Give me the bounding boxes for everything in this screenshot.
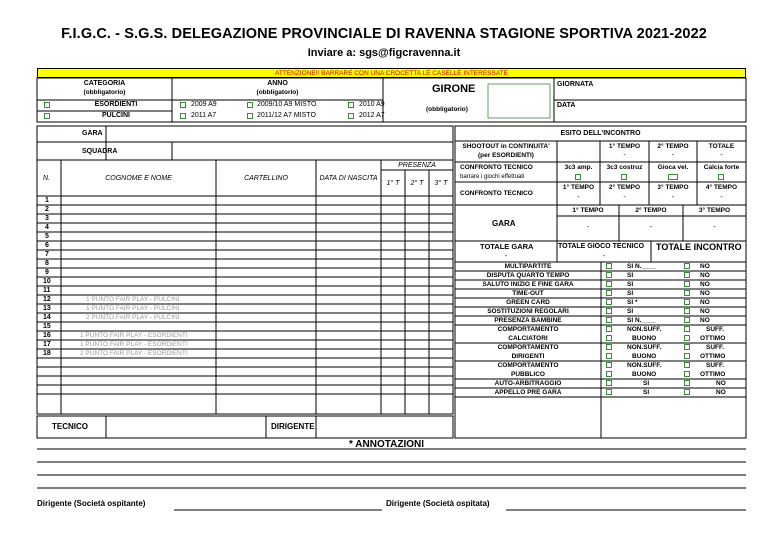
row-num-15: 15: [43, 323, 51, 330]
time-out-si-checkbox[interactable]: [606, 290, 612, 296]
col-data-nascita: DATA DI NASCITA: [319, 175, 378, 182]
pubblico-ottimo-checkbox[interactable]: [684, 371, 690, 377]
ct-t1: 1° TEMPO: [562, 184, 595, 191]
gara-result-label: GARA: [492, 219, 516, 228]
comp-pubblico-1: COMPORTAMENTO: [497, 362, 559, 369]
ct-t2: 2° TEMPO: [608, 184, 641, 191]
col-3t: 3° T: [434, 180, 448, 187]
shootout-t1-value: -: [623, 152, 626, 159]
pubblico-buono: BUONO: [632, 371, 657, 378]
sostituzioni-no-checkbox[interactable]: [684, 308, 690, 314]
shootout-label: SHOOTOUT in CONTINUITA': [462, 143, 550, 150]
item-saluto: SALUTO INIZIO E FINE GARA: [482, 281, 574, 288]
green-card-no-checkbox[interactable]: [684, 299, 690, 305]
dirigenti-suff: SUFF.: [706, 344, 725, 351]
green-card-si: SI *: [627, 299, 638, 306]
totale-gara-value: -: [504, 253, 508, 260]
gara-t1-value: -: [586, 224, 590, 231]
totale-incontro-label: TOTALE INCONTRO: [656, 242, 742, 252]
shootout-totale-value: -: [720, 152, 723, 159]
saluto-no: NO: [700, 281, 710, 288]
anno-1112-checkbox[interactable]: [247, 113, 253, 119]
col-cartellino: CARTELLINO: [244, 175, 288, 182]
anno-2011-label: 2011 A7: [191, 112, 217, 119]
squadra-label: SQUADRA: [82, 148, 118, 155]
sostituzioni-si: SI: [627, 308, 634, 315]
col-1t: 1° T: [386, 180, 400, 187]
comp-calciatori-2: CALCIATORI: [508, 335, 548, 342]
anno-1112-label: 2011/12 A7 MISTO: [257, 112, 316, 119]
esordienti-label: ESORDIENTI: [94, 101, 138, 108]
appello-si: SI: [643, 389, 650, 396]
pubblico-nonsuff: NON.SUFF.: [627, 362, 662, 369]
comp-dirigenti-1: COMPORTAMENTO: [497, 344, 559, 351]
totale-gioco-label: TOTALE GIOCO TECNICO: [558, 243, 645, 250]
bambine-si: SI N.____: [627, 317, 656, 324]
appello-si-checkbox[interactable]: [606, 389, 612, 395]
game-calcia-forte: Calcia forte: [703, 164, 740, 171]
row-num-12: 12: [43, 296, 51, 303]
row-num-7: 7: [45, 251, 49, 258]
row-num-18: 18: [43, 350, 51, 357]
fair-play-row-12: 1 PUNTO FAIR PLAY - PULCINI: [86, 296, 180, 303]
shootout-t2: 2° TEMPO: [657, 143, 689, 150]
ct-t3: 3° TEMPO: [657, 184, 689, 191]
multipartite-si: SI N.____: [627, 263, 656, 270]
dirigente-label: DIRIGENTE: [271, 422, 315, 431]
confronto-tecnico-2: CONFRONTO TECNICO: [460, 190, 533, 197]
giornata-label: GIORNATA: [557, 81, 594, 88]
time-out-si: SI: [627, 290, 634, 297]
time-out-no-checkbox[interactable]: [684, 290, 690, 296]
dirigenti-ottimo: OTTIMO: [700, 353, 726, 360]
pubblico-ottimo: OTTIMO: [700, 371, 726, 378]
auto-no-checkbox[interactable]: [684, 380, 690, 386]
game-3c3-costr-checkbox[interactable]: [621, 174, 627, 180]
sostituzioni-si-checkbox[interactable]: [606, 308, 612, 314]
dirigenti-nonsuff: NON.SUFF.: [627, 344, 662, 351]
dirigente-ospitante-label: Dirigente (Società ospitante): [37, 499, 146, 508]
page-subtitle: Inviare a: sgs@figcravenna.it: [307, 47, 461, 59]
categoria-label: CATEGORIA: [83, 80, 126, 87]
multipartite-no: NO: [700, 263, 710, 270]
ct-t2-value: -: [623, 194, 626, 201]
anno-0910-label: 2009/10 A9 MISTO: [257, 101, 317, 108]
row-num-14: 14: [43, 314, 51, 321]
row-num-2: 2: [45, 206, 49, 213]
item-green-card: GREEN CARD: [506, 299, 550, 306]
dirigente-ospitata-label: Dirigente (Società ospitata): [386, 499, 490, 508]
item-multipartite: MULTIPARTITE: [504, 263, 552, 270]
auto-no: NO: [716, 380, 726, 387]
tecnico-label: TECNICO: [52, 422, 88, 431]
anno-obbl: (obbligatorio): [256, 89, 299, 96]
dirigenti-ottimo-checkbox[interactable]: [684, 353, 690, 359]
row-num-17: 17: [43, 341, 51, 348]
calciatori-nonsuff: NON.SUFF.: [627, 326, 662, 333]
game-3c3-costr: 3c3 costruz: [606, 164, 643, 171]
gara-t1: 1° TEMPO: [572, 207, 604, 214]
row-num-10: 10: [43, 278, 51, 285]
sostituzioni-no: NO: [700, 308, 710, 315]
gara-t3: 3° TEMPO: [698, 207, 731, 214]
esordienti-checkbox[interactable]: [44, 102, 50, 108]
row-num-4: 4: [45, 224, 49, 231]
calciatori-suff: SUFF.: [706, 326, 725, 333]
appello-no-checkbox[interactable]: [684, 389, 690, 395]
anno-2009-checkbox[interactable]: [180, 102, 186, 108]
bambine-no-checkbox[interactable]: [684, 317, 690, 323]
girone-input[interactable]: [489, 85, 549, 117]
calciatori-suff-checkbox[interactable]: [684, 326, 690, 332]
green-card-no: NO: [700, 299, 710, 306]
multipartite-si-checkbox[interactable]: [606, 263, 612, 269]
auto-si: SI: [643, 380, 650, 387]
gara-t2-value: -: [649, 224, 653, 231]
dirigenti-buono: BUONO: [632, 353, 657, 360]
attention-banner: ATTENZIONE!! BARRARE CON UNA CROCETTA LE CASELLE INTERESSATE: [37, 68, 746, 78]
col-presenza: PRESENZA: [398, 162, 436, 169]
appello-no: NO: [716, 389, 726, 396]
confronto-tecnico-1: CONFRONTO TECNICO: [460, 164, 533, 171]
anno-2011-checkbox[interactable]: [180, 113, 186, 119]
gara-t2: 2° TEMPO: [635, 207, 667, 214]
totale-gioco-value: -: [602, 253, 606, 260]
anno-2012-label: 2012 A7: [359, 112, 385, 119]
anno-2010-checkbox[interactable]: [348, 102, 354, 108]
pulcini-label: PULCINI: [102, 112, 130, 119]
anno-0910-checkbox[interactable]: [247, 102, 253, 108]
auto-si-checkbox[interactable]: [606, 380, 612, 386]
row-num-3: 3: [45, 215, 49, 222]
row-num-8: 8: [45, 260, 49, 267]
saluto-si-checkbox[interactable]: [606, 281, 612, 287]
comp-calciatori-1: COMPORTAMENTO: [497, 326, 559, 333]
data-label: DATA: [557, 102, 576, 109]
col-2t: 2° T: [410, 180, 424, 187]
fair-play-row-18: 2 PUNTO FAIR PLAY - ESORDIENTI: [80, 350, 188, 357]
row-num-11: 11: [43, 287, 51, 294]
anno-label: ANNO: [267, 80, 288, 87]
comp-dirigenti-2: DIRIGENTI: [511, 353, 545, 360]
fair-play-row-17: 1 PUNTO FAIR PLAY - ESORDIENTI: [80, 341, 188, 348]
row-num-5: 5: [45, 233, 49, 240]
ct-t4-value: -: [720, 194, 723, 201]
dirigente-ospitante-signature[interactable]: [174, 500, 382, 510]
quarto-tempo-si-checkbox[interactable]: [606, 272, 612, 278]
bambine-no: NO: [700, 317, 710, 324]
gara-label: GARA: [82, 130, 103, 137]
game-3c3-amp-checkbox[interactable]: [575, 174, 581, 180]
pulcini-checkbox[interactable]: [44, 113, 50, 119]
annotazioni-label: * ANNOTAZIONI: [349, 439, 424, 450]
col-n: N.: [43, 175, 50, 182]
anno-2010-label: 2010 A9: [359, 101, 385, 108]
game-gioca-vel-checkbox[interactable]: [668, 174, 678, 180]
saluto-no-checkbox[interactable]: [684, 281, 690, 287]
ct-t1-value: -: [577, 194, 580, 201]
calciatori-ottimo-checkbox[interactable]: [684, 335, 690, 341]
ct-t3-value: -: [671, 194, 675, 201]
row-num-9: 9: [45, 269, 49, 276]
green-card-si-checkbox[interactable]: [606, 299, 612, 305]
shootout-totale: TOTALE: [708, 143, 735, 150]
comp-pubblico-2: PUBBLICO: [511, 371, 545, 378]
pubblico-buono-checkbox[interactable]: [606, 371, 612, 377]
row-num-16: 16: [43, 332, 51, 339]
game-gioca-vel: Gioca vel.: [657, 164, 689, 171]
calciatori-nonsuff-checkbox[interactable]: [606, 326, 612, 332]
bambine-si-checkbox[interactable]: [606, 317, 612, 323]
auto-arbitraggio-label: AUTO-ARBITRAGGIO: [494, 380, 562, 387]
girone-obbl: (obbligatorio): [426, 106, 468, 113]
row-num-6: 6: [45, 242, 49, 249]
multipartite-no-checkbox[interactable]: [684, 263, 690, 269]
totale-gara-label: TOTALE GARA: [480, 242, 534, 251]
anno-2009-label: 2009 A9: [191, 101, 217, 108]
pubblico-suff-checkbox[interactable]: [684, 362, 690, 368]
game-calcia-forte-checkbox[interactable]: [718, 174, 724, 180]
calciatori-buono: BUONO: [632, 335, 657, 342]
pubblico-suff: SUFF.: [706, 362, 725, 369]
quarto-tempo-no: NO: [700, 272, 710, 279]
girone-label: GIRONE: [432, 83, 476, 95]
confronto-sub: barrare i giochi effettuati: [460, 174, 525, 180]
shootout-sub: (per ESORDIENTI): [478, 152, 534, 159]
calciatori-buono-checkbox[interactable]: [606, 335, 612, 341]
fair-play-row-13: 1 PUNTO FAIR PLAY - PULCINI: [86, 305, 180, 312]
dirigenti-buono-checkbox[interactable]: [606, 353, 612, 359]
calciatori-ottimo: OTTIMO: [700, 335, 726, 342]
game-3c3-amp: 3c3 amp.: [564, 164, 593, 171]
item-presenza-bambine: PRESENZA BAMBINE: [494, 317, 562, 324]
col-nome: COGNOME E NOME: [105, 175, 172, 182]
fair-play-row-16: 1 PUNTO FAIR PLAY - ESORDIENTI: [80, 332, 188, 339]
page-title: F.I.G.C. - S.G.S. DELEGAZIONE PROVINCIALE DI RAVENNA STAGIONE SPORTIVA 2021-2022: [61, 26, 707, 42]
time-out-no: NO: [700, 290, 710, 297]
dirigenti-suff-checkbox[interactable]: [684, 344, 690, 350]
gara-t3-value: -: [713, 224, 716, 231]
row-num-13: 13: [43, 305, 51, 312]
item-time-out: TIME-OUT: [512, 290, 544, 297]
dirigenti-nonsuff-checkbox[interactable]: [606, 344, 612, 350]
anno-2012-checkbox[interactable]: [348, 113, 354, 119]
pubblico-nonsuff-checkbox[interactable]: [606, 362, 612, 368]
shootout-t2-value: -: [671, 152, 675, 159]
row-num-1: 1: [45, 197, 49, 204]
item-sostituzioni: SOSTITUZIONI REGOLARI: [487, 308, 569, 315]
saluto-si: SI: [627, 281, 634, 288]
quarto-tempo-si: SI: [627, 272, 634, 279]
quarto-tempo-no-checkbox[interactable]: [684, 272, 690, 278]
appello-label: APPELLO PRE GARA: [494, 389, 562, 396]
ct-t4: 4° TEMPO: [705, 184, 738, 191]
shootout-t1: 1° TEMPO: [608, 143, 641, 150]
esito-label: ESITO DELL'INCONTRO: [560, 130, 641, 137]
item-quarto-tempo: DISPUTA QUARTO TEMPO: [486, 272, 570, 279]
categoria-obbl: (obbligatorio): [83, 89, 126, 96]
dirigente-ospitata-signature[interactable]: [506, 500, 746, 510]
fair-play-row-14: 2 PUNTO FAIR PLAY - PULCINI: [86, 314, 180, 321]
